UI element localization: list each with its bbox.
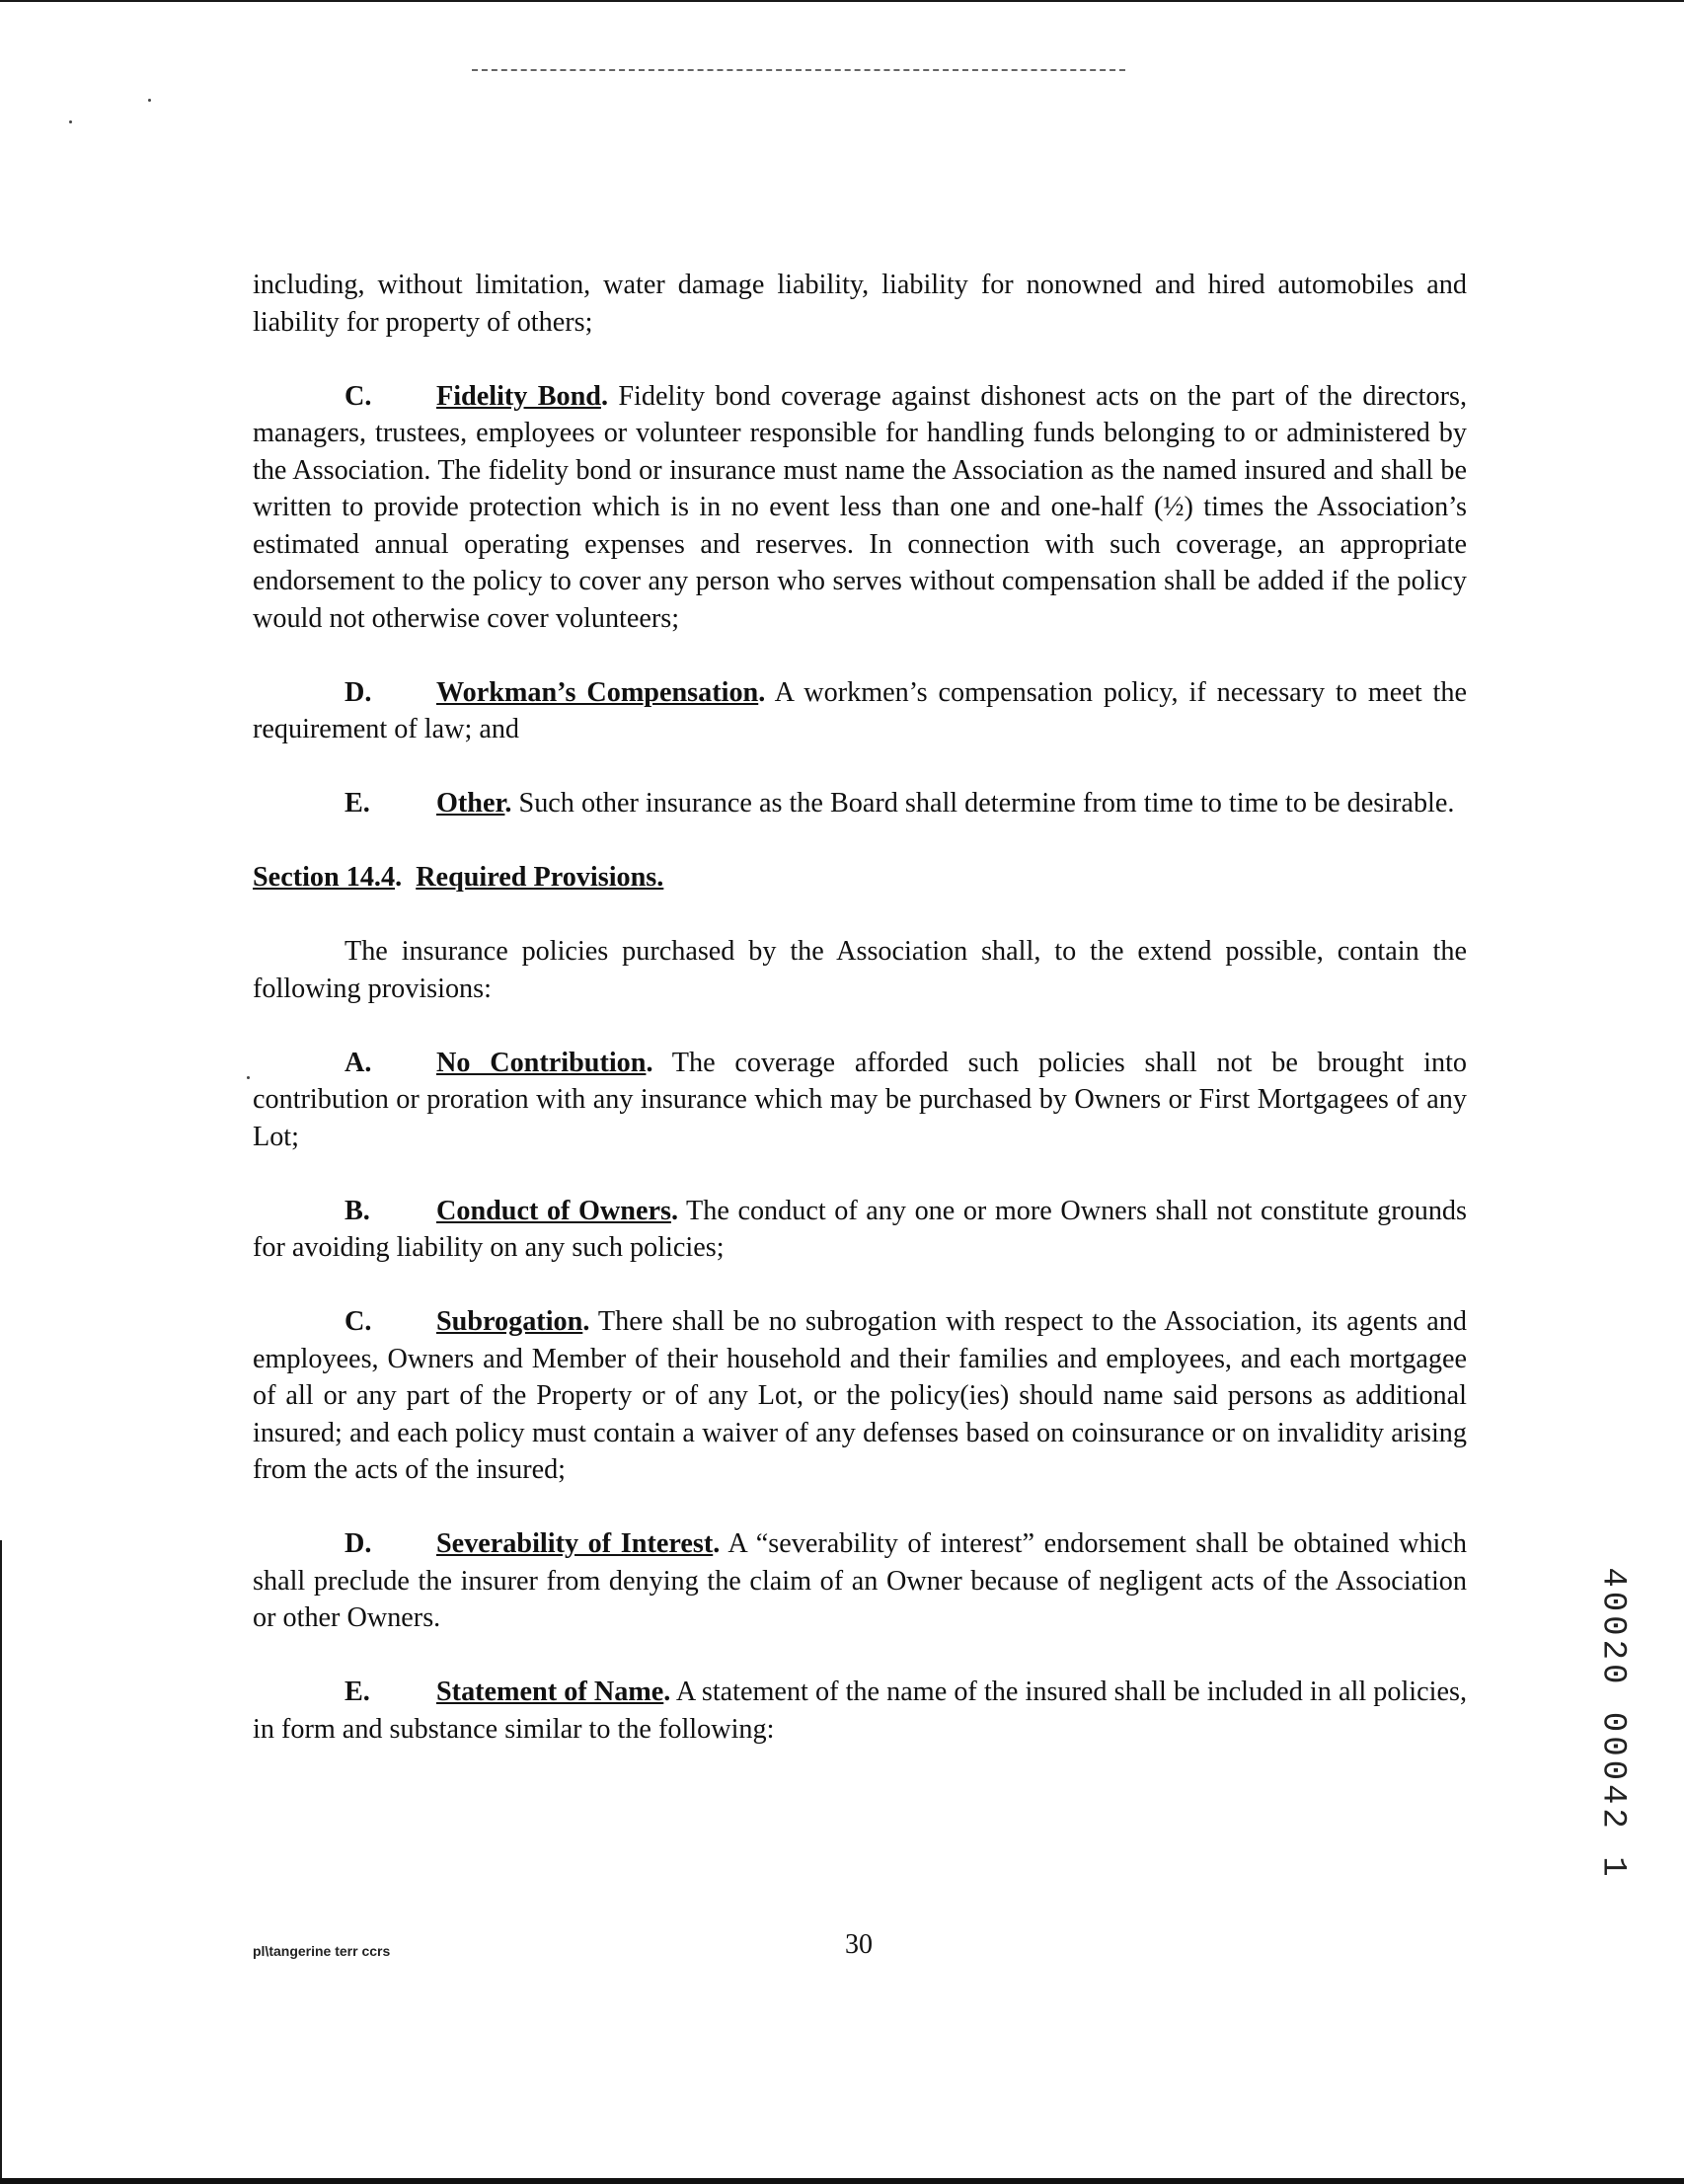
- clause-heading: Workman’s Compensation: [436, 676, 759, 708]
- intro-paragraph: including, without limitation, water damage liability, liability for nonowned and hired automobiles and liability for property of others;: [253, 270, 1467, 338]
- scan-speck: [247, 1076, 250, 1079]
- document-stamp-text: 40020 00042 1: [1594, 1567, 1632, 1881]
- clause-conduct-of-owners: B. Conduct of Owners. The conduct of any one or more Owners shall not constitute grounds for avoiding liability on any such policies;: [253, 1193, 1467, 1267]
- clause-label: B.: [344, 1195, 370, 1226]
- clause-heading: Severability of Interest: [436, 1528, 714, 1559]
- clause-label: E.: [344, 1677, 370, 1707]
- clause-label: A.: [344, 1047, 372, 1078]
- clause-heading: Fidelity Bond: [436, 380, 601, 412]
- clause-heading: No Contribution: [436, 1047, 647, 1078]
- clause-text: A “severability of interest” endorsement shall be obtained which shall preclude the insurer from denying the claim of an Owner because of negligent acts of the Association or other Owners.: [253, 1528, 1467, 1633]
- scan-border-bottom: [0, 2178, 1684, 2184]
- clause-heading: Conduct of Owners: [436, 1195, 671, 1226]
- clause-text: The coverage afforded such policies shall not be brought into contribution or proration with any insurance which may be purchased by Owners or First Mortgagees of any Lot;: [253, 1047, 1467, 1152]
- clause-text: Fidelity bond coverage against dishonest acts on the part of the directors, managers, trustees, employees or volunteer responsible for handling funds belonging to or administered by the Association. The fidelity bond or insurance must name the Association as the named insured and shall be written to provide protection which is in no event less than one and one-half (½) times the Association’s estimated annual operating expenses and reserves. In connection with such coverage, an appropriate endorsement to the policy to cover any person who serves without compensation shall be added if the policy would not otherwise cover volunteers;: [253, 380, 1467, 634]
- clause-heading: Subrogation: [436, 1306, 583, 1337]
- clause-heading: Other: [436, 788, 505, 819]
- clause-text: Such other insurance as the Board shall determine from time to time to be desirable.: [511, 788, 1455, 819]
- clause-text: There shall be no subrogation with respect to the Association, its agents and employees, Owners and Member of their household and their families and employees, and each mortgagee of all or any part of the Property or of any Lot, or the policy(ies) should name said persons as additional insured; and each policy must contain a waiver of any defenses based on coinsurance or on invalidity arising from the acts of the insured;: [253, 1306, 1467, 1485]
- clause-text: A workmen’s compensation policy, if necessary to meet the requirement of law; and: [253, 676, 1467, 744]
- clause-label: E.: [344, 788, 370, 819]
- document-stamp-number: [1591, 1567, 1635, 1881]
- page-number: 30: [845, 1929, 873, 1960]
- document-body: [253, 267, 1467, 1748]
- section-number: Section 14.4: [253, 862, 396, 893]
- clause-subrogation: C. Subrogation. There shall be no subrogation with respect to the Association, its agents and employees, Owners and Member of their household and their families and employees, and each mortgagee of all or any part of the Property or of any Lot, or the policy(ies) should name said persons as additional insured; and each policy must contain a waiver of any defenses based on coinsurance or on invalidity arising from the acts of the insured;: [253, 1303, 1467, 1489]
- footer-file-code: pl\tangerine terr ccrs: [253, 1943, 391, 1959]
- clause-severability-of-interest: D. Severability of Interest. A “severability of interest” endorsement shall be obtained which shall preclude the insurer from denying the claim of an Owner because of negligent acts of the Association or other Owners.: [253, 1525, 1467, 1637]
- section-title: Required Provisions.: [416, 862, 664, 893]
- clause-no-contribution: A. No Contribution. The coverage afforded such policies shall not be brought into contribution or proration with any insurance which may be purchased by Owners or First Mortgagees of any Lot;: [253, 1045, 1467, 1156]
- clause-label: C.: [344, 380, 372, 412]
- clause-statement-of-name: E. Statement of Name. A statement of the name of the insured shall be included in all policies, in form and substance similar to the following:: [253, 1674, 1467, 1748]
- clause-label: D.: [344, 676, 372, 708]
- clause-label: D.: [344, 1528, 372, 1559]
- scan-speck: [148, 99, 151, 102]
- clause-other: E. Other. Such other insurance as the Board shall determine from time to time to be desirable.: [253, 785, 1467, 822]
- clause-fidelity-bond: C. Fidelity Bond. Fidelity bond coverage against dishonest acts on the part of the directors, managers, trustees, employees or volunteer responsible for handling funds belonging to or administered by the Association. The fidelity bond or insurance must name the Association as the named insured and shall be written to provide protection which is in no event less than one and one-half (½) times the Association’s estimated annual operating expenses and reserves. In connection with such coverage, an appropriate endorsement to the policy to cover any person who serves without compensation shall be added if the policy would not otherwise cover volunteers;: [253, 378, 1467, 638]
- scan-speck: [69, 120, 72, 123]
- clause-heading: Statement of Name: [436, 1677, 664, 1707]
- clause-text: A statement of the name of the insured shall be included in all policies, in form and substance similar to the following:: [253, 1677, 1467, 1745]
- clause-workmans-compensation: D. Workman’s Compensation. A workmen’s compensation policy, if necessary to meet the requirement of law; and: [253, 674, 1467, 748]
- section-intro: The insurance policies purchased by the Association shall, to the extend possible, contain the following provisions:: [253, 936, 1467, 1004]
- scan-artifact-line: [472, 69, 1125, 71]
- clause-text: The conduct of any one or more Owners shall not constitute grounds for avoiding liability on any such policies;: [253, 1195, 1467, 1263]
- section-heading: Section 14.4. Required Provisions.: [253, 862, 664, 893]
- clause-label: C.: [344, 1306, 372, 1337]
- scan-border-left: [0, 1540, 2, 2184]
- scan-border-top: [0, 0, 1684, 2]
